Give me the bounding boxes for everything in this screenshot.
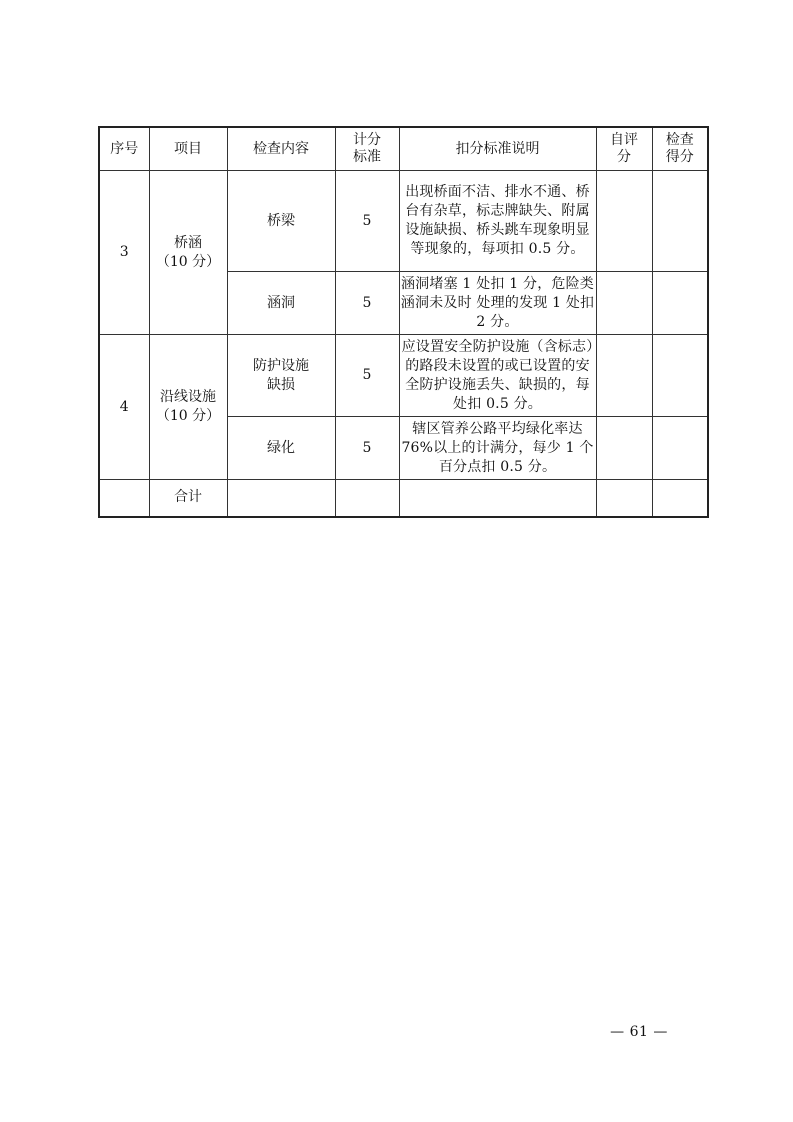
- header-description: 扣分标准说明: [399, 127, 596, 171]
- content-line2: 缺损: [267, 376, 295, 393]
- row-description: 涵洞堵塞 1 处扣 1 分，危险类涵洞未及时 处理的发现 1 处扣 2 分。: [399, 272, 596, 335]
- total-seq-cell: [99, 480, 149, 517]
- header-check-score: [652, 127, 708, 171]
- row-item: [149, 335, 227, 480]
- page-number: — 61 —: [610, 1024, 668, 1040]
- scoring-table: [98, 126, 709, 518]
- item-name: 桥涵: [174, 234, 202, 251]
- header-item: 项目: [149, 127, 227, 171]
- total-content-cell: [227, 480, 335, 517]
- row-item: [149, 171, 227, 335]
- content-line1: 防护设施: [253, 357, 309, 374]
- header-standard: [335, 127, 399, 171]
- self-score-cell: [596, 335, 652, 417]
- row-content: [227, 335, 335, 417]
- header-check-line1: 检查: [665, 132, 694, 148]
- total-self-score-cell: [596, 480, 652, 517]
- self-score-cell: [596, 272, 652, 335]
- row-seq: 3: [99, 171, 149, 335]
- row-standard: 5: [335, 335, 399, 417]
- item-name: 沿线设施: [160, 389, 216, 405]
- row-standard: 5: [335, 272, 399, 335]
- table-header-row: [99, 127, 708, 171]
- total-label: 合计: [149, 480, 227, 517]
- item-points: （10 分）: [155, 253, 221, 270]
- check-score-cell: [652, 272, 708, 335]
- check-score-cell: [652, 171, 708, 272]
- total-description-cell: [399, 480, 596, 517]
- header-content: 检查内容: [227, 127, 335, 171]
- header-standard-line2: 标准: [353, 149, 381, 165]
- row-standard: 5: [335, 171, 399, 272]
- header-check-line2: 得分: [665, 149, 694, 165]
- header-self-score: [596, 127, 652, 171]
- total-row: [99, 480, 708, 517]
- table-row: [99, 171, 708, 272]
- header-seq: 序号: [99, 127, 149, 171]
- check-score-cell: [652, 417, 708, 480]
- row-description: 出现桥面不洁、排水不通、桥台有杂草，标志牌缺失、附属设施缺损、桥头跳车现象明显等现象的，每项扣 0.5 分。: [399, 171, 596, 272]
- self-score-cell: [596, 171, 652, 272]
- table-row: [99, 335, 708, 417]
- total-check-score-cell: [652, 480, 708, 517]
- row-content: 桥梁: [227, 171, 335, 272]
- header-standard-line1: 计分: [353, 132, 381, 148]
- row-seq: 4: [99, 335, 149, 480]
- row-standard: 5: [335, 417, 399, 480]
- item-points: （10 分）: [155, 408, 221, 424]
- row-description: 辖区管养公路平均绿化率达 76%以上的计满分，每少 1 个百分点扣 0.5 分。: [399, 417, 596, 480]
- self-score-cell: [596, 417, 652, 480]
- row-content: 涵洞: [227, 272, 335, 335]
- header-self-line1: 自评: [610, 132, 638, 148]
- row-description: 应设置安全防护设施（含标志）的路段未设置的或已设置的安全防护设施丢失、缺损的，每处扣 0.5 分。: [399, 335, 596, 417]
- check-score-cell: [652, 335, 708, 417]
- header-self-line2: 分: [617, 149, 631, 165]
- total-standard-cell: [335, 480, 399, 517]
- row-content: 绿化: [227, 417, 335, 480]
